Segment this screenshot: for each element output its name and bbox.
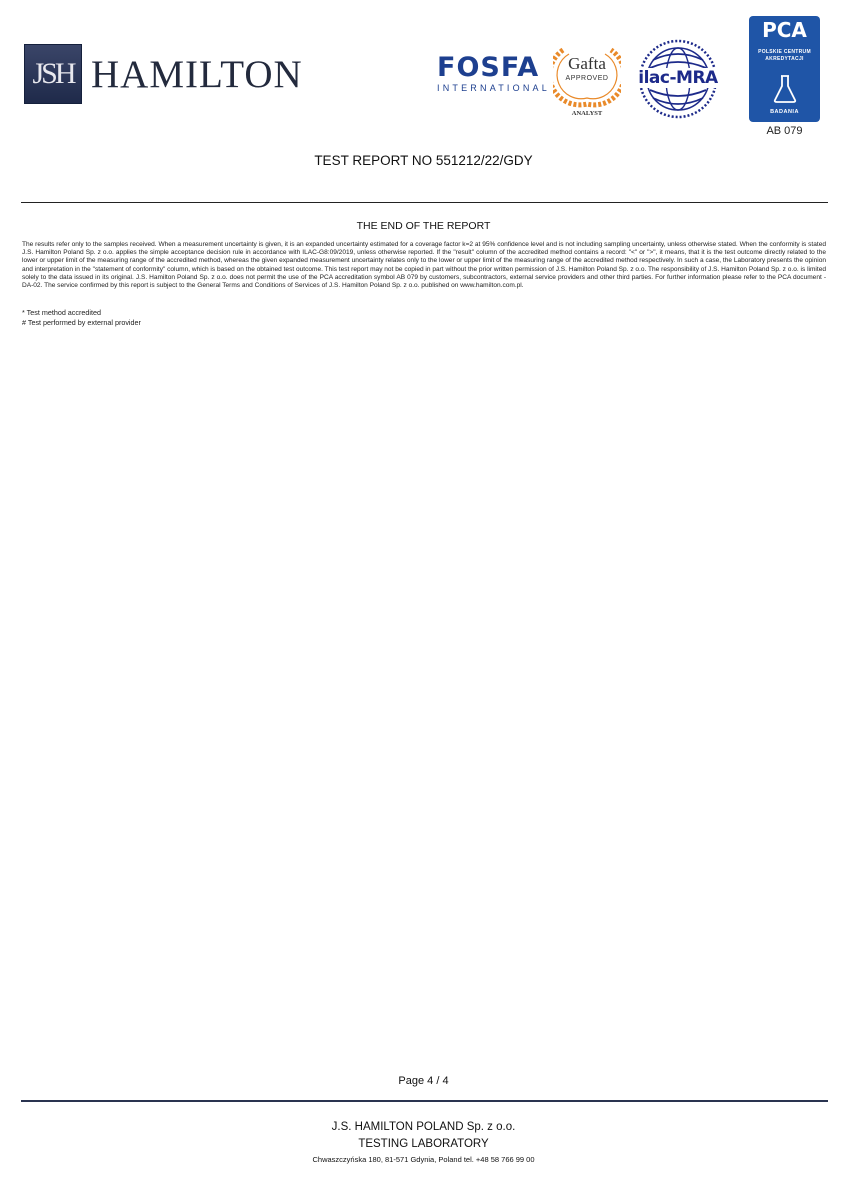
footer-divider	[21, 1100, 828, 1102]
pca-logo	[749, 16, 820, 122]
hamilton-logo	[24, 44, 303, 104]
pca-line-2: AKREDYTACJI	[765, 56, 804, 62]
page-number: Page 4 / 4	[398, 1075, 449, 1087]
disclaimer-text: The results refer only to the samples received. When a measurement uncertainty is given, it is an expanded uncertainty estimated for a coverage factor k=2 at 95% confidence level and is not including sampling uncertainty, unless otherwise stated. When the conformity is stated J.S. Hamilton Poland Sp. z o.o. applies the simple acceptance decision rule in accordance with ILAC-G8:09/2019, unless otherwise reported. If the "result" column of the accredited method contains a record: "<" or ">", it means, that it is the test outcome directly related to the lower or upper limit of the measuring range of the accredited method, whereas the given expanded measurement uncertainty relates only to the lower or upper limit of the measuring range of the accredited method respectively. In such a case, the Laboratory presents the opinion and interpretation in the "statement of conformity" column, which is based on the obtained test outcome. This test report may not be copied in part without the prior written permission of J.S. Hamilton Poland Sp. z o.o. The responsibility of J.S. Hamilton Poland Sp. z o.o. is limited solely to the data issued in its original. J.S. Hamilton Poland Sp. z o.o. does not permit the use of the PCA accreditation symbol AB 079 by customers, subcontractors, external service providers and other third parties. For further information please refer to the PCA document - DA-02. The service confirmed by this report is subject to the General Terms and Conditions of Services of J.S. Hamilton Poland Sp. z o.o. published on www.hamilton.com.pl.	[22, 241, 826, 290]
pca-field: BADANIA	[770, 109, 799, 115]
fosfa-logo	[437, 52, 550, 93]
hamilton-brand-name: HAMILTON	[91, 52, 303, 96]
footer-address: Chwaszczyńska 180, 81-571 Gdynia, Poland tel. +48 58 766 99 00	[312, 1155, 535, 1164]
fosfa-subtitle: INTERNATIONAL	[437, 83, 550, 93]
hamilton-monogram: JSH	[32, 57, 74, 90]
header-divider	[21, 202, 828, 203]
pca-name: PCA	[762, 18, 807, 42]
note-external-provider: # Test performed by external provider	[22, 318, 141, 327]
pca-flask-icon	[773, 74, 797, 104]
end-of-report-heading: THE END OF THE REPORT	[356, 220, 491, 232]
footer-company: J.S. HAMILTON POLAND Sp. z o.o.	[331, 1121, 516, 1133]
note-accredited: * Test method accredited	[22, 308, 101, 317]
pca-line-1: POLSKIE CENTRUM	[758, 49, 811, 55]
gafta-approved: APPROVED	[565, 75, 609, 82]
ilac-mra-logo	[637, 38, 719, 120]
gafta-role: ANALYST	[571, 110, 603, 117]
pca-accreditation-code: AB 079	[766, 125, 803, 137]
report-title: TEST REPORT NO 551212/22/GDY	[314, 153, 533, 168]
gafta-name: Gafta	[568, 54, 606, 73]
gafta-logo	[553, 40, 621, 120]
fosfa-name: FOSFA	[437, 52, 540, 83]
footer-lab: TESTING LABORATORY	[358, 1138, 489, 1150]
hamilton-monogram-icon	[24, 44, 82, 104]
ilac-mra-name: ilac-MRA	[638, 68, 718, 88]
